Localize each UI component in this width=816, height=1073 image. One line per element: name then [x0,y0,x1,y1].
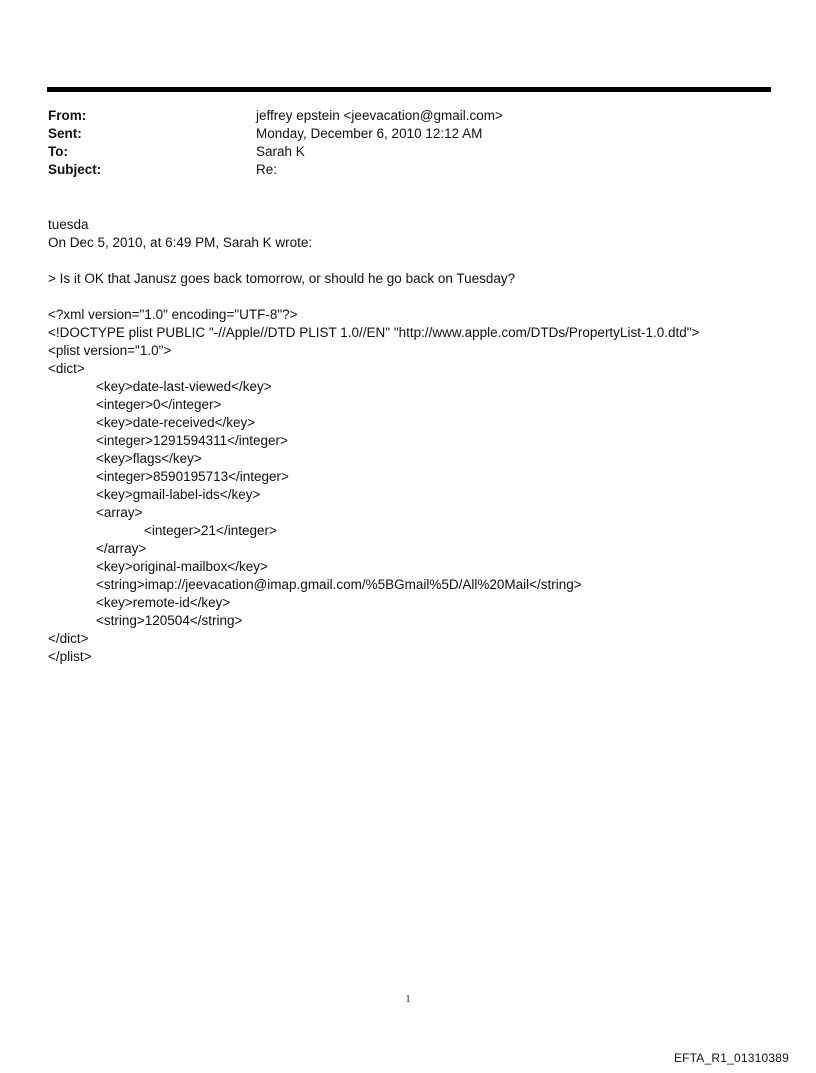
to-row [48,143,748,161]
xml-array-close: </array> [96,541,147,556]
xml-integer-date-received: <integer>1291594311</integer> [96,433,288,448]
xml-key-remote-id: <key>remote-id</key> [96,595,231,610]
sent-value: Monday, December 6, 2010 12:12 AM [256,126,483,141]
from-label: From: [48,108,87,123]
xml-plist-open: <plist version="1.0"> [48,343,172,358]
xml-string-mailbox: <string>imap://jeevacation@imap.gmail.com/%5BGmail%5D/All%20Mail</string> [96,577,582,592]
xml-plist-close: </plist> [48,649,92,664]
page-number: 1 [405,994,411,1005]
email-body [48,216,788,666]
xml-key-gmail-label-ids: <key>gmail-label-ids</key> [96,487,261,502]
xml-dict-open: <dict> [48,361,85,376]
to-label: To: [48,144,68,159]
quote-attribution: On Dec 5, 2010, at 6:49 PM, Sarah K wrote: [48,235,313,250]
xml-integer-0: <integer>0</integer> [96,397,222,412]
spacer [48,252,788,270]
header-divider [47,87,771,92]
xml-key-date-received: <key>date-received</key> [96,415,256,430]
reply-text: tuesda [48,217,89,232]
spacer [48,288,788,306]
xml-key-original-mailbox: <key>original-mailbox</key> [96,559,268,574]
quoted-message: > Is it OK that Janusz goes back tomorrow, or should he go back on Tuesday? [48,271,516,286]
xml-integer-21: <integer>21</integer> [144,523,277,538]
xml-array-open: <array> [96,505,143,520]
xml-string-remote-id: <string>120504</string> [96,613,243,628]
from-row [48,107,748,125]
subject-label: Subject: [48,162,102,177]
from-value: jeffrey epstein <jeevacation@gmail.com> [256,108,503,123]
document-id: EFTA_R1_01310389 [673,1051,789,1065]
xml-dict-close: </dict> [48,631,89,646]
to-value: Sarah K [256,144,305,159]
xml-doctype: <!DOCTYPE plist PUBLIC "-//Apple//DTD PLIST 1.0//EN" "http://www.apple.com/DTDs/PropertyList-1.0.dtd"> [48,325,700,340]
xml-key-date-last-viewed: <key>date-last-viewed</key> [96,379,272,394]
sent-label: Sent: [48,126,82,141]
subject-row [48,161,748,179]
email-header [48,107,748,179]
subject-value: Re: [256,162,278,177]
xml-declaration: <?xml version="1.0" encoding="UTF-8"?> [48,307,298,322]
xml-key-flags: <key>flags</key> [96,451,202,466]
sent-row [48,125,748,143]
xml-integer-flags: <integer>8590195713</integer> [96,469,289,484]
